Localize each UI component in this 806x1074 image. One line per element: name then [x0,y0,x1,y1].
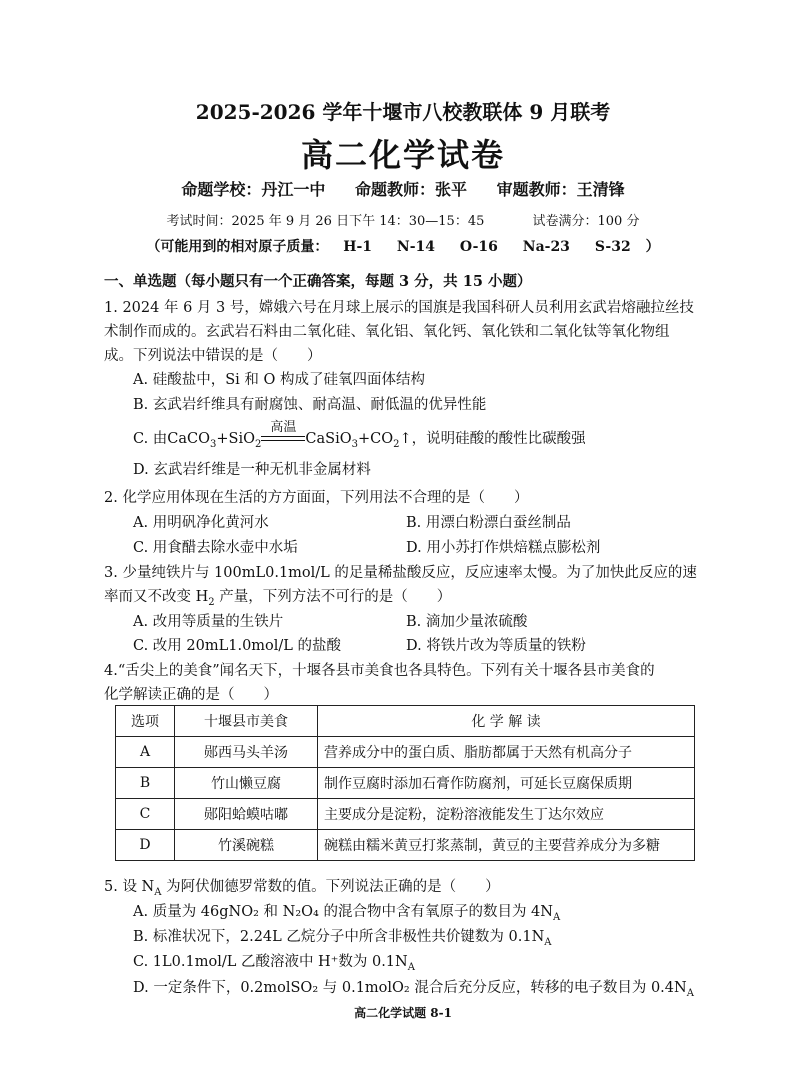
exam-title: 高二化学试卷 [300,136,505,174]
exam-series-title: 2025-2026 学年十堰市八校教联体 9 月联考 [195,100,611,124]
q2-option-a: A. 用明矾净化黄河水 [133,515,269,531]
mass-h: H-1 [343,239,373,255]
exam-score: 试卷满分：100 分 [532,214,640,229]
q5-option-a: A. 质量为 46gNO₂ 和 N₂O₄ 的混合物中含有氧原子的数目为 $4N_A$ [133,904,561,923]
q1-option-b: B. 玄武岩纤维具有耐腐蚀、耐高温、耐低温的优异性能 [133,397,487,413]
table-header-option: 选项 [116,706,175,737]
exam-info [0,210,806,229]
q2-option-d: D. 用小苏打作烘焙糕点膨松剂 [406,540,601,556]
reviewer: 审题教师：王清锋 [496,180,625,199]
table-header-interpretation: 化 学 解 读 [318,706,695,737]
q4-stem-1: 4.“舌尖上的美食”闻名天下，十堰各县市美食也各具特色。下列有关十堰各县市美食的 [104,663,655,679]
page-footer: 高二化学试题 8-1 [354,1006,452,1020]
q1-option-a: A. 硅酸盐中，Si 和 O 构成了硅氧四面体结构 [133,372,425,388]
q2-stem: 2. 化学应用体现在生活的方方面面，下列用法不合理的是（ ） [104,490,529,506]
q5-option-d: D. 一定条件下，0.2molSO₂ 与 0.1molO₂ 混合后充分反应，转移的电子数目为 $0.4N_A$ [133,980,694,999]
atomic-mass-line: （可能用到的相对原子质量： H-1 N-14 O-16 Na-23 S-32 ） [146,239,660,255]
table-row: A 郧西马头羊汤 营养成分中的蛋白质、脂肪都属于天然有机高分子 [116,737,695,768]
exam-time: 考试时间：2025 年 9 月 26 日下午 14：30—15：45 [166,214,485,229]
q1-stem-2: 术制作而成的。玄武岩石料由二氧化硅、氧化铝、氧化钙、氧化铁和二氧化钛等氧化物组 [104,324,670,340]
q3-option-c: C. 改用 20mL1.0mol/L 的盐酸 [133,638,342,654]
q3-option-a: A. 改用等质量的生铁片 [133,614,284,630]
author-line [0,177,806,200]
mass-s: S-32 [594,239,631,255]
table-row: C 郧阳蛤蟆咕嘟 主要成分是淀粉，淀粉溶液能发生丁达尔效应 [116,799,695,830]
teacher: 命题教师：张平 [354,180,467,199]
table-header-row [116,706,695,737]
mass-n: N-14 [396,239,435,255]
table-row: D 竹溪碗糕 碗糕由糯米黄豆打浆蒸制，黄豆的主要营养成分为多糖 [116,830,695,861]
mass-o: O-16 [459,239,498,255]
q5-option-c: C. 1L0.1mol/L 乙酸溶液中 H⁺数为 $0.1N_A$ [133,954,415,973]
q5-option-b: B. 标准状况下，2.24L 乙烷分子中所含非极性共价键数为 $0.1N_A$ [133,929,552,948]
section-heading: 一、单选题（每小题只有一个正确答案，每题 3 分，共 15 小题） [104,273,532,290]
table-row: B 竹山懒豆腐 制作豆腐时添加石膏作防腐剂，可延长豆腐保质期 [116,768,695,799]
q4-stem-2: 化学解读正确的是（ ） [104,687,278,703]
q1-option-c: C. 由CaCO$_3$+SiO$_2$ 高温 $CaSiO_3+CO_2↑$，说明硅酸的酸性比碳酸强 [133,420,586,450]
school: 命题学校：丹江一中 [181,180,326,199]
q3-option-d: D. 将铁片改为等质量的铁粉 [406,638,586,654]
q3-stem-2: 率而又不改变 $H_2$ 产量，下列方法不可行的是（ ） [104,589,452,608]
food-table [115,705,695,861]
q2-option-c: C. 用食醋去除水壶中水垢 [133,540,298,556]
q1-option-d: D. 玄武岩纤维是一种无机非金属材料 [133,462,371,478]
mass-na: Na-23 [522,239,570,255]
q5-stem: 5. 设 $N_A$ 为阿伏伽德罗常数的值。下列说法正确的是（ ） [104,879,500,898]
q3-option-b: B. 滴加少量浓硫酸 [406,614,528,630]
table-header-food: 十堰县市美食 [175,706,318,737]
reaction-arrow: 高温 [261,430,305,448]
q2-option-b: B. 用漂白粉漂白蚕丝制品 [406,515,571,531]
q1-stem-3: 成。下列说法中错误的是（ ） [104,348,322,364]
q3-stem-1: 3. 少量纯铁片与 100mL0.1mol/L 的足量稀盐酸反应，反应速率太慢。为了加快此反应的速 [104,565,697,581]
q1-stem-1: 1. 2024 年 6 月 3 号，嫦娥六号在月球上展示的国旗是我国科研人员利用玄武岩熔融拉丝技 [104,300,694,316]
